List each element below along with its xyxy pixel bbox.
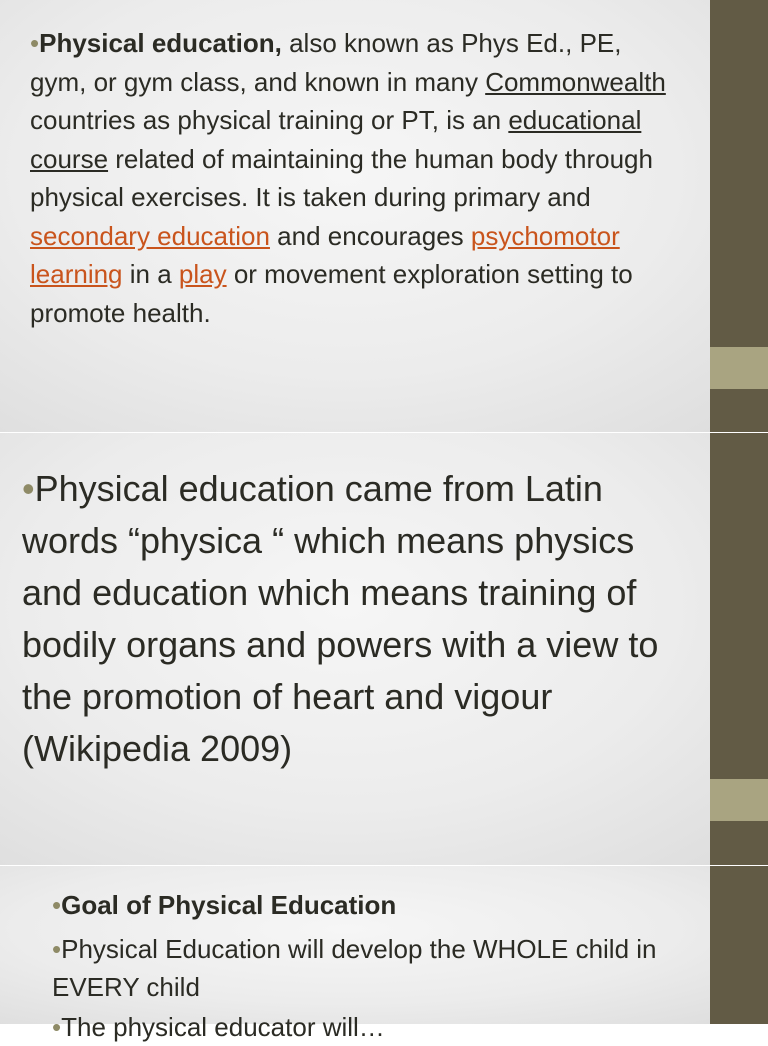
- slide-3-side-bar: [710, 866, 768, 1024]
- origin-text: Physical education came from Latin words “physica “ which means physics and education which means training of bodily organs and powers with a view to the promotion of heart and vigour (Wikipedia 2009): [22, 468, 659, 769]
- psychomotor-learning-link[interactable]: psychomotor learning: [30, 220, 620, 289]
- slide-1: [0, 0, 768, 432]
- definition-text-1: also known as Phys Ed., PE, gym, or gym class, and known in many: [30, 28, 622, 97]
- definition-bullet: [30, 24, 670, 332]
- goal-heading: Goal of Physical Education: [61, 890, 397, 920]
- origin-bullet: [22, 463, 692, 775]
- definition-text-3: related of maintaining the human body through physical exercises. It is taken during primary and: [30, 143, 653, 212]
- slide-1-side-accent: [710, 347, 768, 389]
- slide-2: [0, 433, 768, 865]
- educational-course-link[interactable]: educational course: [30, 105, 642, 174]
- goal-text: Physical Education will develop the WHOLE child in EVERY child: [52, 934, 657, 1002]
- bullet-icon: •: [30, 28, 40, 58]
- bullet-icon: •: [52, 934, 62, 964]
- play-link[interactable]: play: [178, 259, 227, 289]
- slide-2-side-accent: [710, 779, 768, 821]
- bold-term: Physical education,: [39, 28, 282, 58]
- bullet-icon: •: [22, 468, 35, 509]
- definition-text-2: countries as physical training or PT, is an: [30, 105, 509, 135]
- bullet-icon: •: [52, 1012, 62, 1042]
- definition-text-6: or movement exploration setting to promote health.: [30, 259, 633, 328]
- goal-heading-bullet: [52, 886, 672, 924]
- bullet-icon: •: [52, 890, 62, 920]
- goal-text-bullet: [52, 930, 672, 1006]
- slide-3: [0, 866, 768, 1042]
- definition-text-5: in a: [122, 259, 179, 289]
- partial-bullet: [52, 1008, 672, 1046]
- commonwealth-link[interactable]: Commonwealth: [485, 66, 666, 97]
- secondary-education-link[interactable]: secondary education: [30, 220, 270, 251]
- partial-text: The physical educator will…: [61, 1012, 385, 1042]
- definition-text-4: and encourages: [269, 220, 471, 251]
